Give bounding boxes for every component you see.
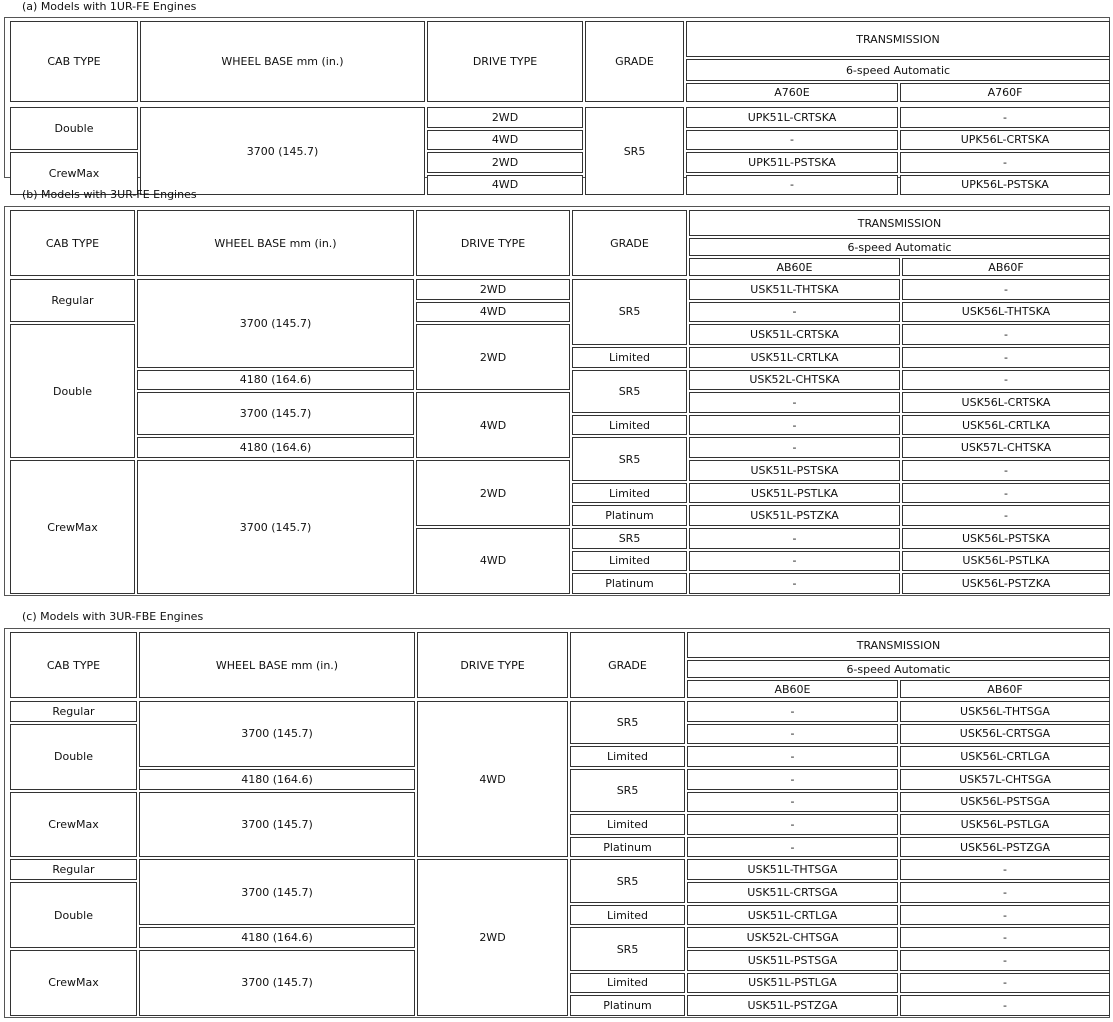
model-code-cell-text: USK56L-PSTZGA [959,840,1051,854]
wheel-base-4180-164-6-text: 4180 (164.6) [239,441,312,455]
model-code-cell [900,882,1110,903]
grade-sr5 [570,769,685,812]
wheel-base-4180-164-6-text: 4180 (164.6) [239,373,312,387]
drive-type-4wd-text: 4WD [479,772,506,786]
grade-limited-text: Limited [606,908,649,922]
model-code-cell-text: UPK56L-PSTSKA [961,178,1049,192]
model-code-cell-text: - [1003,110,1007,124]
model-code-cell [689,302,900,323]
model-code-cell-text: - [1004,373,1008,387]
header-transmission-text: TRANSMISSION [856,638,941,652]
model-code-cell [900,701,1110,722]
drive-type-4wd [416,392,570,458]
table-caption: (a) Models with 1UR-FE Engines [22,0,197,13]
header-wheel-base [137,210,414,276]
drive-type-4wd [416,302,570,323]
drive-type-4wd [416,528,570,594]
model-table [4,17,1110,192]
model-code-cell [900,973,1110,994]
cab-type-double [10,882,137,948]
model-code-cell-text: USK56L-PSTLGA [960,818,1050,831]
grade-platinum-text: Platinum [603,999,652,1013]
model-code-cell [902,505,1110,526]
wheel-base-3700-145-7-text: 3700 (145.7) [241,885,313,899]
model-code-cell-text: - [790,795,795,809]
header-wheel-base-text: WHEEL BASE mm (in.) [221,55,344,68]
cab-type-regular [10,279,135,322]
header-automatic [689,238,1110,256]
model-code-cell [689,505,900,526]
model-code-cell [689,324,900,345]
drive-type-2wd-text: 2WD [479,931,506,945]
grade-platinum [570,837,685,858]
header-trans-code-text: AB60E [774,682,811,696]
model-code-cell [689,437,900,458]
model-code-cell-text: USK56L-CRTLGA [960,750,1050,764]
model-code-cell-text: USK51L-PSTZKA [750,509,839,523]
model-code-cell-text: - [792,554,797,568]
model-code-cell [900,152,1110,173]
model-code-cell-text: USK56L-CRTSKA [961,396,1051,409]
model-code-cell-text: USK51L-CRTLKA [750,350,839,364]
model-code-cell-text: USK56L-PSTSGA [960,795,1050,809]
header-trans-code [900,680,1110,698]
model-code-cell-text: USK57L-CHTSKA [960,441,1052,455]
model-code-cell-text: USK51L-CRTSKA [750,328,839,342]
drive-type-2wd-text: 2WD [479,350,507,364]
model-code-cell [689,347,900,368]
model-code-cell [687,701,898,722]
model-code-cell [689,551,900,572]
wheel-base-3700-145-7 [137,460,414,594]
drive-type-2wd [427,152,583,173]
grade-platinum [572,505,687,526]
model-code-cell [687,950,898,971]
model-code-cell-text: - [1004,509,1008,523]
model-code-cell [686,152,898,173]
model-code-cell [902,370,1110,391]
model-code-cell [900,746,1110,767]
header-automatic [687,660,1110,678]
wheel-base-4180-164-6 [137,370,414,391]
cab-type-crewmax [10,460,135,594]
header-trans-code-text: AB60E [776,260,813,274]
grade-sr5-text: SR5 [616,942,639,956]
model-code-cell [687,837,898,858]
model-code-cell-text: - [790,818,795,831]
drive-type-2wd-text: 2WD [479,486,507,500]
model-code-cell-text: USK56L-CRTLKA [961,418,1051,432]
model-code-cell [900,905,1110,926]
model-code-cell [687,769,898,790]
wheel-base-3700-145-7 [140,107,425,195]
model-code-cell-text: - [790,133,794,147]
grade-sr5-text: SR5 [616,784,639,798]
wheel-base-4180-164-6 [139,927,415,948]
model-code-cell [900,724,1110,745]
header-automatic-text: 6-speed Automatic [846,662,951,676]
wheel-base-3700-145-7 [139,701,415,767]
header-wheel-base [139,632,415,698]
drive-type-4wd [427,130,583,151]
cab-type-crewmax-text: CrewMax [48,976,99,990]
model-code-cell-text: - [792,396,797,409]
cab-type-crewmax-text: CrewMax [47,520,98,534]
grade-sr5 [570,927,685,970]
wheel-base-3700-145-7 [139,792,415,858]
wheel-base-3700-145-7-text: 3700 (145.7) [241,818,313,831]
header-automatic [686,59,1110,81]
header-cab-type-text: CAB TYPE [45,236,100,250]
model-code-cell [902,483,1110,504]
drive-type-2wd [416,279,570,300]
wheel-base-3700-145-7-text: 3700 (145.7) [239,316,312,330]
model-code-cell-text: - [1004,350,1008,364]
cab-type-double [10,324,135,458]
wheel-base-3700-145-7-text: 3700 (145.7) [246,144,319,158]
model-code-cell-text: - [792,305,797,319]
model-code-cell-text: - [1003,885,1007,899]
model-code-cell-text: USK57L-CHTSGA [959,772,1051,786]
grade-limited [572,551,687,572]
drive-type-2wd [417,859,568,1015]
wheel-base-3700-145-7-text: 3700 (145.7) [241,727,313,741]
model-code-cell [900,175,1110,196]
model-code-cell [902,437,1110,458]
cab-type-crewmax [10,950,137,1016]
model-code-cell [686,175,898,196]
cab-type-double-text: Double [54,122,94,135]
drive-type-2wd-text: 2WD [479,282,507,296]
drive-type-2wd-text: 2WD [491,155,519,169]
grade-limited-text: Limited [606,818,649,831]
grade-platinum-text: Platinum [605,509,654,523]
grade-limited-text: Limited [608,418,651,432]
wheel-base-3700-145-7 [137,279,414,368]
model-code-cell-text: - [1003,953,1007,967]
model-code-cell-text: - [1004,463,1008,477]
cab-type-double-text: Double [54,750,93,764]
header-grade-text: GRADE [610,236,649,250]
model-code-cell [902,415,1110,436]
header-transmission-text: TRANSMISSION [856,32,940,46]
model-code-cell-text: USK56L-PSTSKA [961,531,1050,545]
drive-type-4wd-text: 4WD [491,133,519,147]
header-grade [572,210,687,276]
grade-sr5 [585,107,684,195]
header-automatic-text: 6-speed Automatic [845,63,951,77]
drive-type-4wd [417,701,568,857]
cab-type-regular [10,859,137,880]
model-code-cell-text: USK51L-THTSKA [750,282,839,296]
model-code-cell [687,905,898,926]
grade-sr5 [572,437,687,480]
model-code-cell [689,483,900,504]
grade-sr5-text: SR5 [616,716,639,730]
model-code-cell [687,814,898,835]
model-code-cell [689,370,900,391]
grade-limited [572,415,687,436]
model-code-cell [902,279,1110,300]
wheel-base-3700-145-7-text: 3700 (145.7) [239,520,312,534]
model-code-cell [689,392,900,413]
header-drive-type [427,21,583,102]
model-code-cell-text: USK56L-CRTSGA [959,727,1051,741]
wheel-base-4180-164-6 [137,437,414,458]
model-table [4,628,1110,1018]
drive-type-2wd [416,324,570,390]
drive-type-2wd [427,107,583,128]
model-code-cell [902,460,1110,481]
cab-type-regular-text: Regular [52,704,95,718]
drive-type-4wd [427,175,583,196]
header-drive-type [416,210,570,276]
header-trans-code-text: AB60F [988,260,1024,274]
model-code-cell-text: USK51L-CRTSGA [747,885,838,899]
model-code-cell [687,995,898,1016]
grade-sr5 [572,370,687,413]
model-code-cell-text: - [1003,931,1007,945]
cab-type-double [10,724,137,790]
model-code-cell-text: USK52L-CHTSGA [746,931,839,945]
cab-type-crewmax [10,792,137,858]
header-transmission [689,210,1110,236]
grade-limited [570,814,685,835]
header-automatic-text: 6-speed Automatic [847,240,952,254]
cab-type-regular-text: Regular [52,863,95,877]
wheel-base-4180-164-6-text: 4180 (164.6) [241,931,313,945]
cab-type-double-text: Double [53,384,92,398]
model-code-cell [689,279,900,300]
grade-sr5 [570,859,685,902]
model-table [4,206,1110,596]
wheel-base-3700-145-7 [139,859,415,925]
model-code-cell-text: - [792,577,797,591]
model-code-cell-text: USK56L-THTSKA [961,305,1051,319]
model-code-cell-text: - [790,704,795,718]
wheel-base-4180-164-6 [139,769,415,790]
wheel-base-3700-145-7-text: 3700 (145.7) [241,976,313,990]
header-grade [570,632,685,698]
grade-platinum [570,995,685,1016]
header-transmission-text: TRANSMISSION [857,216,942,230]
header-drive-type [417,632,568,698]
header-trans-code-text: AB60F [987,682,1023,696]
model-code-cell [900,769,1110,790]
header-transmission [687,632,1110,658]
model-code-cell-text: - [1004,486,1008,500]
grade-sr5-text: SR5 [616,874,639,888]
cab-type-crewmax-text: CrewMax [48,167,100,180]
model-code-cell [900,107,1110,128]
header-cab-type [10,632,137,698]
model-code-cell-text: USK51L-CRTLGA [747,908,838,922]
model-code-cell-text: USK56L-THTSGA [960,704,1050,718]
drive-type-4wd-text: 4WD [479,554,507,568]
model-code-cell [902,528,1110,549]
model-code-cell-text: - [790,727,795,741]
grade-sr5 [570,701,685,744]
model-code-cell [900,995,1110,1016]
wheel-base-3700-145-7-text: 3700 (145.7) [239,407,312,421]
cab-type-double-text: Double [54,908,93,922]
model-code-cell [902,347,1110,368]
model-code-cell [902,551,1110,572]
header-cab-type-text: CAB TYPE [46,658,101,672]
grade-limited-text: Limited [608,350,651,364]
grade-sr5-text: SR5 [618,305,641,319]
model-code-cell [689,415,900,436]
wheel-base-3700-145-7 [137,392,414,435]
header-cab-type [10,21,138,102]
model-code-cell-text: - [1003,976,1007,990]
model-code-cell-text: - [792,418,797,432]
model-code-cell [687,927,898,948]
cab-type-regular-text: Regular [51,294,94,308]
grade-platinum [572,573,687,594]
cab-type-regular [10,701,137,722]
model-code-cell [902,573,1110,594]
header-grade [585,21,684,102]
model-code-cell-text: - [1003,908,1007,922]
model-code-cell [902,302,1110,323]
drive-type-4wd-text: 4WD [491,178,519,192]
cab-type-crewmax-text: CrewMax [48,818,99,831]
header-drive-type-text: DRIVE TYPE [472,55,538,68]
model-code-cell-text: UPK56L-CRTSKA [960,133,1050,147]
model-code-cell [687,724,898,745]
model-code-cell [900,927,1110,948]
header-cab-type-text: CAB TYPE [47,55,101,68]
model-code-cell-text: - [790,178,794,192]
model-code-cell [689,528,900,549]
wheel-base-4180-164-6-text: 4180 (164.6) [241,772,313,786]
header-drive-type-text: DRIVE TYPE [460,658,525,672]
model-code-cell-text: USK52L-CHTSKA [749,373,840,387]
model-code-cell-text: - [790,750,795,764]
header-grade-text: GRADE [615,55,654,68]
model-code-cell [686,130,898,151]
model-code-cell [900,130,1110,151]
header-transmission [686,21,1110,57]
model-code-cell [689,460,900,481]
model-code-cell [687,973,898,994]
header-trans-code-text: A760F [987,86,1023,99]
drive-type-4wd-text: 4WD [479,305,507,319]
header-cab-type [10,210,135,276]
model-code-cell [687,859,898,880]
header-trans-code-text: A760E [774,86,810,99]
cab-type-double [10,107,138,150]
header-trans-code [689,258,900,276]
model-code-cell [687,746,898,767]
model-code-cell [902,324,1110,345]
grade-sr5-text: SR5 [623,144,646,158]
grade-limited-text: Limited [608,486,651,500]
model-code-cell [686,107,898,128]
header-wheel-base-text: WHEEL BASE mm (in.) [215,658,339,672]
model-code-cell [689,573,900,594]
header-trans-code [686,83,898,102]
drive-type-2wd [416,460,570,526]
grade-limited-text: Limited [606,750,649,764]
model-code-cell [900,814,1110,835]
wheel-base-3700-145-7 [139,950,415,1016]
model-code-cell-text: USK51L-PSTLKA [750,486,839,500]
model-code-cell-text: USK51L-PSTZGA [747,999,838,1013]
header-trans-code [900,83,1110,102]
model-code-cell-text: USK51L-THTSGA [747,863,838,877]
header-grade-text: GRADE [608,658,647,672]
model-code-cell [687,882,898,903]
model-code-cell-text: USK51L-PSTLGA [748,976,837,990]
table-caption: (c) Models with 3UR-FBE Engines [22,610,204,623]
model-code-cell-text: USK51L-PSTSKA [750,463,839,477]
header-trans-code [902,258,1110,276]
drive-type-4wd-text: 4WD [479,418,507,432]
model-code-cell-text: - [1003,999,1007,1013]
header-wheel-base-text: WHEEL BASE mm (in.) [214,236,337,250]
grade-limited-text: Limited [608,554,651,568]
grade-sr5-text: SR5 [618,384,641,398]
model-code-cell [902,392,1110,413]
drive-type-2wd-text: 2WD [491,110,519,124]
header-wheel-base [140,21,425,102]
model-code-cell [900,837,1110,858]
table-caption: (b) Models with 3UR-FE Engines [22,188,197,201]
grade-limited [570,905,685,926]
grade-sr5 [572,279,687,345]
grade-limited [570,973,685,994]
grade-sr5 [572,528,687,549]
model-code-cell-text: USK56L-PSTZKA [961,577,1051,591]
grade-platinum-text: Platinum [605,577,654,591]
header-trans-code [687,680,898,698]
grade-limited [572,483,687,504]
model-code-cell-text: - [1003,155,1007,169]
model-code-cell-text: UPK51L-PSTSKA [748,155,836,169]
model-code-cell [900,792,1110,813]
model-code-cell-text: - [790,840,795,854]
model-code-cell-text: USK56L-PSTLKA [962,554,1050,568]
model-code-cell-text: - [790,772,795,786]
model-code-cell-text: USK51L-PSTSGA [747,953,838,967]
model-code-cell [687,792,898,813]
grade-limited [570,746,685,767]
model-code-cell-text: UPK51L-CRTSKA [747,110,837,124]
grade-platinum-text: Platinum [603,840,652,854]
model-code-cell-text: - [1003,863,1007,877]
grade-sr5-text: SR5 [618,531,641,545]
grade-limited-text: Limited [606,976,649,990]
model-code-cell-text: - [792,441,797,455]
grade-limited [572,347,687,368]
model-code-cell-text: - [792,531,797,545]
grade-sr5-text: SR5 [618,452,641,466]
model-code-cell-text: - [1004,282,1008,296]
model-code-cell [900,950,1110,971]
model-code-cell-text: - [1004,328,1008,342]
header-drive-type-text: DRIVE TYPE [460,236,526,250]
model-code-cell [900,859,1110,880]
